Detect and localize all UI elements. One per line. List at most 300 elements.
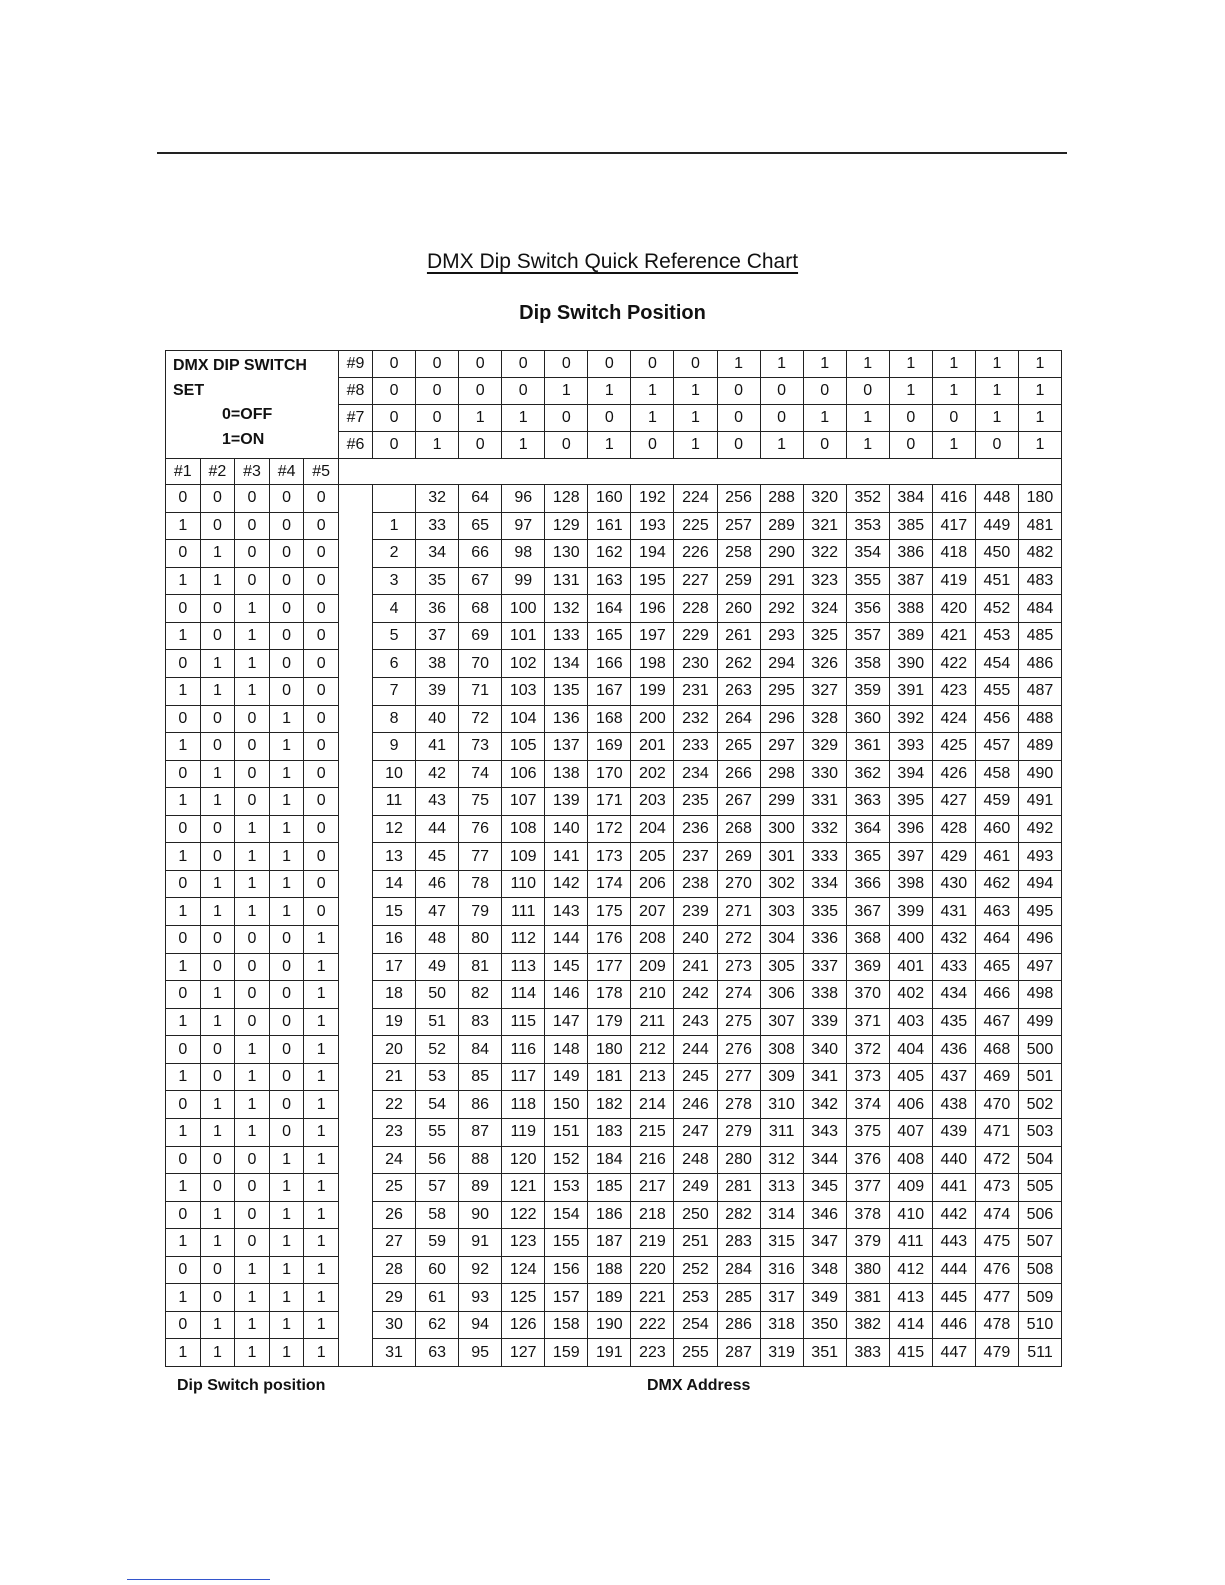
switch-bit-cell: 1 bbox=[269, 1311, 305, 1340]
dmx-address-cell: 54 bbox=[415, 1090, 459, 1119]
dmx-address-cell: 307 bbox=[760, 1008, 804, 1037]
dmx-address-cell: 9 bbox=[372, 732, 416, 761]
dmx-address-cell: 180 bbox=[587, 1035, 631, 1064]
switch-bit-cell: 1 bbox=[303, 1090, 339, 1119]
switch-state-cell: 0 bbox=[372, 404, 416, 432]
dmx-address-cell: 95 bbox=[458, 1338, 502, 1367]
switch-state-cell: 0 bbox=[760, 404, 804, 432]
switch-bit-cell: 0 bbox=[234, 732, 270, 761]
legend-on: 1=ON bbox=[222, 431, 265, 448]
switch-bit-cell: 1 bbox=[234, 1338, 270, 1367]
dmx-address-cell: 483 bbox=[1018, 567, 1062, 596]
dmx-address-cell: 279 bbox=[717, 1118, 761, 1147]
switch-state-cell: 1 bbox=[975, 377, 1019, 405]
switch-state-cell: 0 bbox=[630, 350, 674, 378]
dmx-address-cell: 19 bbox=[372, 1008, 416, 1037]
dmx-address-cell: 289 bbox=[760, 512, 804, 541]
dmx-address-cell: 86 bbox=[458, 1090, 502, 1119]
dmx-address-cell: 2 bbox=[372, 539, 416, 568]
switch-bit-cell: 1 bbox=[269, 842, 305, 871]
dmx-address-cell: 271 bbox=[717, 897, 761, 926]
switch-label-9: #9 bbox=[338, 350, 373, 378]
dmx-address-cell: 149 bbox=[544, 1063, 588, 1092]
dmx-address-cell: 508 bbox=[1018, 1256, 1062, 1285]
dmx-address-cell: 222 bbox=[630, 1311, 674, 1340]
dmx-address-cell: 99 bbox=[501, 567, 545, 596]
dmx-address-cell: 248 bbox=[673, 1146, 717, 1175]
dmx-address-cell: 493 bbox=[1018, 842, 1062, 871]
dmx-address-cell: 413 bbox=[889, 1283, 933, 1312]
switch-state-cell: 1 bbox=[846, 350, 890, 378]
dmx-address-cell: 468 bbox=[975, 1035, 1019, 1064]
switch-bit-cell: 0 bbox=[165, 980, 201, 1009]
dmx-address-cell: 48 bbox=[415, 925, 459, 954]
legend-line-1: DMX DIP SWITCH bbox=[173, 357, 307, 374]
switch-bit-cell: 1 bbox=[200, 677, 236, 706]
dmx-address-cell: 379 bbox=[846, 1228, 890, 1257]
switch-bit-cell: 1 bbox=[269, 897, 305, 926]
switch-label-8: #8 bbox=[338, 377, 373, 405]
dmx-address-cell: 110 bbox=[501, 870, 545, 899]
switch-bit-cell: 0 bbox=[165, 1146, 201, 1175]
switch-state-cell: 1 bbox=[932, 377, 976, 405]
dmx-address-cell: 459 bbox=[975, 787, 1019, 816]
switch-bit-cell: 1 bbox=[303, 1063, 339, 1092]
switch-bit-cell: 1 bbox=[165, 787, 201, 816]
dmx-address-cell: 438 bbox=[932, 1090, 976, 1119]
switch-bit-cell: 0 bbox=[303, 594, 339, 623]
switch-bit-cell: 1 bbox=[303, 1256, 339, 1285]
dmx-address-cell: 85 bbox=[458, 1063, 502, 1092]
dmx-address-cell: 250 bbox=[673, 1201, 717, 1230]
dmx-address-cell: 415 bbox=[889, 1338, 933, 1367]
dmx-address-cell: 336 bbox=[803, 925, 847, 954]
dmx-address-cell: 498 bbox=[1018, 980, 1062, 1009]
dmx-address-cell: 38 bbox=[415, 649, 459, 678]
switch-state-cell: 0 bbox=[889, 404, 933, 432]
dmx-address-cell: 366 bbox=[846, 870, 890, 899]
switch-bit-cell: 0 bbox=[269, 649, 305, 678]
dmx-address-cell: 398 bbox=[889, 870, 933, 899]
dmx-address-cell: 137 bbox=[544, 732, 588, 761]
switch-bit-cell: 1 bbox=[303, 1008, 339, 1037]
dmx-address-cell: 153 bbox=[544, 1173, 588, 1202]
dmx-address-cell: 260 bbox=[717, 594, 761, 623]
dmx-address-cell: 138 bbox=[544, 760, 588, 789]
dmx-address-cell: 258 bbox=[717, 539, 761, 568]
dmx-address-cell: 227 bbox=[673, 567, 717, 596]
dmx-address-cell: 364 bbox=[846, 815, 890, 844]
dmx-address-cell: 287 bbox=[717, 1338, 761, 1367]
switch-bit-cell: 0 bbox=[200, 622, 236, 651]
dmx-address-cell: 171 bbox=[587, 787, 631, 816]
dmx-address-cell: 496 bbox=[1018, 925, 1062, 954]
dmx-address-cell: 327 bbox=[803, 677, 847, 706]
dmx-address-cell: 293 bbox=[760, 622, 804, 651]
dmx-address-cell: 168 bbox=[587, 705, 631, 734]
dmx-address-cell: 111 bbox=[501, 897, 545, 926]
switch-state-cell: 0 bbox=[458, 377, 502, 405]
dmx-address-cell: 254 bbox=[673, 1311, 717, 1340]
switch-bit-cell: 1 bbox=[303, 1228, 339, 1257]
dmx-address-cell: 399 bbox=[889, 897, 933, 926]
dmx-address-cell: 40 bbox=[415, 705, 459, 734]
dmx-address-cell: 314 bbox=[760, 1201, 804, 1230]
dmx-address-cell: 452 bbox=[975, 594, 1019, 623]
switch-bit-cell: 0 bbox=[269, 1090, 305, 1119]
dmx-address-cell: 32 bbox=[415, 484, 459, 513]
switch-bit-cell: 0 bbox=[269, 622, 305, 651]
switch-bit-cell: 0 bbox=[234, 980, 270, 1009]
switch-bit-cell: 0 bbox=[234, 1146, 270, 1175]
dmx-address-cell: 107 bbox=[501, 787, 545, 816]
dmx-address-cell: 83 bbox=[458, 1008, 502, 1037]
dmx-address-cell: 165 bbox=[587, 622, 631, 651]
switch-bit-cell: 0 bbox=[200, 705, 236, 734]
dmx-address-cell: 249 bbox=[673, 1173, 717, 1202]
switch-bit-cell: 1 bbox=[165, 1118, 201, 1147]
dmx-address-cell: 328 bbox=[803, 705, 847, 734]
dmx-address-cell: 464 bbox=[975, 925, 1019, 954]
switch-bit-cell: 0 bbox=[200, 925, 236, 954]
dmx-address-cell: 295 bbox=[760, 677, 804, 706]
dmx-address-cell: 12 bbox=[372, 815, 416, 844]
dmx-address-cell: 180 bbox=[1018, 484, 1062, 513]
dmx-address-cell: 15 bbox=[372, 897, 416, 926]
dmx-address-cell: 31 bbox=[372, 1338, 416, 1367]
switch-bit-cell: 1 bbox=[234, 1090, 270, 1119]
switch-bit-cell: 0 bbox=[234, 1173, 270, 1202]
dmx-address-cell: 417 bbox=[932, 512, 976, 541]
dmx-address-cell: 324 bbox=[803, 594, 847, 623]
switch-bit-cell: 1 bbox=[200, 1090, 236, 1119]
dmx-address-cell: 488 bbox=[1018, 705, 1062, 734]
dmx-address-cell: 410 bbox=[889, 1201, 933, 1230]
dmx-address-cell: 166 bbox=[587, 649, 631, 678]
switch-label-2: #2 bbox=[200, 458, 236, 485]
dmx-address-cell: 130 bbox=[544, 539, 588, 568]
switch-bit-cell: 0 bbox=[269, 567, 305, 596]
dmx-address-cell: 363 bbox=[846, 787, 890, 816]
dmx-address-cell: 458 bbox=[975, 760, 1019, 789]
dmx-address-cell: 18 bbox=[372, 980, 416, 1009]
dmx-address-cell: 263 bbox=[717, 677, 761, 706]
dmx-address-cell: 235 bbox=[673, 787, 717, 816]
dmx-address-cell: 156 bbox=[544, 1256, 588, 1285]
dmx-address-cell: 370 bbox=[846, 980, 890, 1009]
dmx-address-cell: 139 bbox=[544, 787, 588, 816]
dmx-address-cell: 135 bbox=[544, 677, 588, 706]
dmx-address-cell: 164 bbox=[587, 594, 631, 623]
switch-bit-cell: 0 bbox=[303, 622, 339, 651]
dmx-address-cell: 367 bbox=[846, 897, 890, 926]
dmx-address-cell: 74 bbox=[458, 760, 502, 789]
switch-bit-cell: 1 bbox=[234, 1283, 270, 1312]
switch-state-cell: 0 bbox=[630, 431, 674, 459]
dmx-address-cell: 27 bbox=[372, 1228, 416, 1257]
dmx-address-cell: 497 bbox=[1018, 953, 1062, 982]
dmx-address-cell: 461 bbox=[975, 842, 1019, 871]
dmx-address-cell: 274 bbox=[717, 980, 761, 1009]
dmx-address-cell: 62 bbox=[415, 1311, 459, 1340]
switch-state-cell: 0 bbox=[717, 431, 761, 459]
dmx-address-cell: 141 bbox=[544, 842, 588, 871]
dmx-address-cell: 405 bbox=[889, 1063, 933, 1092]
switch-bit-cell: 0 bbox=[303, 484, 339, 513]
dmx-address-cell: 388 bbox=[889, 594, 933, 623]
dmx-address-cell: 302 bbox=[760, 870, 804, 899]
dmx-address-cell: 151 bbox=[544, 1118, 588, 1147]
switch-state-cell: 1 bbox=[846, 404, 890, 432]
dmx-address-cell: 507 bbox=[1018, 1228, 1062, 1257]
switch-bit-cell: 1 bbox=[200, 1311, 236, 1340]
dmx-address-cell: 143 bbox=[544, 897, 588, 926]
dmx-address-cell: 313 bbox=[760, 1173, 804, 1202]
switch-bit-cell: 0 bbox=[303, 567, 339, 596]
legend-off: 0=OFF bbox=[222, 406, 273, 423]
switch-bit-cell: 0 bbox=[303, 897, 339, 926]
dmx-address-cell: 351 bbox=[803, 1338, 847, 1367]
dmx-address-cell: 504 bbox=[1018, 1146, 1062, 1175]
dmx-address-cell: 247 bbox=[673, 1118, 717, 1147]
dmx-address-cell: 16 bbox=[372, 925, 416, 954]
dmx-address-cell: 108 bbox=[501, 815, 545, 844]
dmx-address-cell: 144 bbox=[544, 925, 588, 954]
dmx-address-cell: 25 bbox=[372, 1173, 416, 1202]
dmx-address-cell: 371 bbox=[846, 1008, 890, 1037]
dmx-address-cell: 385 bbox=[889, 512, 933, 541]
switch-bit-cell: 1 bbox=[200, 870, 236, 899]
dmx-address-cell: 243 bbox=[673, 1008, 717, 1037]
switch-bit-cell: 0 bbox=[165, 1090, 201, 1119]
dmx-address-cell: 270 bbox=[717, 870, 761, 899]
dmx-address-cell: 173 bbox=[587, 842, 631, 871]
switch-bit-cell: 0 bbox=[200, 842, 236, 871]
switch-state-cell: 1 bbox=[1018, 431, 1062, 459]
dmx-address-cell: 341 bbox=[803, 1063, 847, 1092]
switch-state-cell: 0 bbox=[975, 431, 1019, 459]
dmx-address-cell: 460 bbox=[975, 815, 1019, 844]
switch-bit-cell: 0 bbox=[269, 925, 305, 954]
switch-bit-cell: 0 bbox=[234, 1228, 270, 1257]
switch-bit-cell: 1 bbox=[303, 1118, 339, 1147]
dmx-address-cell: 511 bbox=[1018, 1338, 1062, 1367]
dmx-address-cell: 37 bbox=[415, 622, 459, 651]
switch-bit-cell: 1 bbox=[234, 677, 270, 706]
dmx-address-cell: 177 bbox=[587, 953, 631, 982]
dmx-address-cell: 472 bbox=[975, 1146, 1019, 1175]
dmx-address-cell: 499 bbox=[1018, 1008, 1062, 1037]
dmx-address-cell: 286 bbox=[717, 1311, 761, 1340]
dmx-address-cell: 23 bbox=[372, 1118, 416, 1147]
dmx-address-cell: 298 bbox=[760, 760, 804, 789]
switch-bit-cell: 1 bbox=[165, 1173, 201, 1202]
switch-bit-cell: 0 bbox=[165, 649, 201, 678]
dmx-address-cell: 312 bbox=[760, 1146, 804, 1175]
dmx-address-cell: 193 bbox=[630, 512, 674, 541]
switch-bit-cell: 1 bbox=[269, 1228, 305, 1257]
dmx-address-cell: 136 bbox=[544, 705, 588, 734]
dmx-address-cell: 326 bbox=[803, 649, 847, 678]
dmx-address-cell: 181 bbox=[587, 1063, 631, 1092]
switch-label-5: #5 bbox=[303, 458, 339, 485]
dmx-address-cell: 265 bbox=[717, 732, 761, 761]
dmx-address-cell: 372 bbox=[846, 1035, 890, 1064]
switch-bit-cell: 1 bbox=[234, 870, 270, 899]
switch-state-cell: 0 bbox=[372, 431, 416, 459]
dmx-address-cell: 378 bbox=[846, 1201, 890, 1230]
dmx-address-cell: 142 bbox=[544, 870, 588, 899]
dmx-address-cell: 242 bbox=[673, 980, 717, 1009]
dmx-address-cell: 273 bbox=[717, 953, 761, 982]
dmx-address-cell: 469 bbox=[975, 1063, 1019, 1092]
dmx-address-cell: 84 bbox=[458, 1035, 502, 1064]
dmx-address-cell: 494 bbox=[1018, 870, 1062, 899]
switch-bit-cell: 1 bbox=[303, 980, 339, 1009]
dmx-address-cell: 129 bbox=[544, 512, 588, 541]
dmx-address-cell: 204 bbox=[630, 815, 674, 844]
switch-state-cell: 1 bbox=[932, 431, 976, 459]
dmx-address-cell: 492 bbox=[1018, 815, 1062, 844]
dmx-address-cell: 77 bbox=[458, 842, 502, 871]
label-row-spacer bbox=[338, 458, 1062, 485]
dmx-address-cell: 339 bbox=[803, 1008, 847, 1037]
dmx-address-cell: 207 bbox=[630, 897, 674, 926]
dmx-address-cell: 474 bbox=[975, 1201, 1019, 1230]
dmx-address-cell: 127 bbox=[501, 1338, 545, 1367]
switch-bit-cell: 0 bbox=[269, 1118, 305, 1147]
switch-state-cell: 0 bbox=[673, 350, 717, 378]
dmx-address-cell: 69 bbox=[458, 622, 502, 651]
dmx-address-cell: 412 bbox=[889, 1256, 933, 1285]
dmx-address-cell: 112 bbox=[501, 925, 545, 954]
dmx-address-cell: 259 bbox=[717, 567, 761, 596]
dmx-address-cell: 73 bbox=[458, 732, 502, 761]
dmx-address-cell: 7 bbox=[372, 677, 416, 706]
dmx-address-cell: 309 bbox=[760, 1063, 804, 1092]
dmx-address-cell: 489 bbox=[1018, 732, 1062, 761]
switch-bit-cell: 0 bbox=[303, 760, 339, 789]
dmx-address-cell: 486 bbox=[1018, 649, 1062, 678]
switch-label-4: #4 bbox=[269, 458, 305, 485]
dmx-address-cell: 14 bbox=[372, 870, 416, 899]
dmx-address-cell: 356 bbox=[846, 594, 890, 623]
dmx-address-cell: 465 bbox=[975, 953, 1019, 982]
dmx-address-cell: 183 bbox=[587, 1118, 631, 1147]
dmx-address-cell: 395 bbox=[889, 787, 933, 816]
dmx-address-cell: 123 bbox=[501, 1228, 545, 1257]
dmx-address-cell: 238 bbox=[673, 870, 717, 899]
dmx-address-cell: 285 bbox=[717, 1283, 761, 1312]
dmx-address-cell: 155 bbox=[544, 1228, 588, 1257]
dmx-address-cell: 348 bbox=[803, 1256, 847, 1285]
dmx-address-cell: 199 bbox=[630, 677, 674, 706]
dmx-address-cell: 377 bbox=[846, 1173, 890, 1202]
dmx-address-cell: 439 bbox=[932, 1118, 976, 1147]
switch-label-3: #3 bbox=[234, 458, 270, 485]
switch-bit-cell: 1 bbox=[165, 953, 201, 982]
dmx-address-cell: 344 bbox=[803, 1146, 847, 1175]
dmx-address-cell: 381 bbox=[846, 1283, 890, 1312]
dmx-address-cell: 382 bbox=[846, 1311, 890, 1340]
switch-state-cell: 0 bbox=[803, 431, 847, 459]
dip-switch-legend bbox=[165, 350, 339, 459]
dmx-address-cell: 282 bbox=[717, 1201, 761, 1230]
dmx-address-cell: 190 bbox=[587, 1311, 631, 1340]
dmx-address-cell: 275 bbox=[717, 1008, 761, 1037]
dmx-address-cell: 34 bbox=[415, 539, 459, 568]
dmx-address-cell: 482 bbox=[1018, 539, 1062, 568]
dmx-address-cell: 323 bbox=[803, 567, 847, 596]
dmx-address-cell: 269 bbox=[717, 842, 761, 871]
dmx-address-cell: 233 bbox=[673, 732, 717, 761]
dmx-address-cell: 284 bbox=[717, 1256, 761, 1285]
switch-state-cell: 1 bbox=[1018, 404, 1062, 432]
dmx-address-cell: 132 bbox=[544, 594, 588, 623]
dmx-address-cell: 266 bbox=[717, 760, 761, 789]
switch-state-cell: 0 bbox=[458, 431, 502, 459]
switch-bit-cell: 0 bbox=[234, 787, 270, 816]
switch-bit-cell: 1 bbox=[269, 787, 305, 816]
dmx-address-cell: 315 bbox=[760, 1228, 804, 1257]
switch-bit-cell: 1 bbox=[269, 1283, 305, 1312]
dmx-address-cell: 52 bbox=[415, 1035, 459, 1064]
dmx-address-cell: 162 bbox=[587, 539, 631, 568]
dmx-address-cell: 389 bbox=[889, 622, 933, 651]
switch-bit-cell: 1 bbox=[200, 1201, 236, 1230]
dmx-address-cell: 92 bbox=[458, 1256, 502, 1285]
dmx-address-cell: 411 bbox=[889, 1228, 933, 1257]
dmx-address-cell: 375 bbox=[846, 1118, 890, 1147]
switch-bit-cell: 0 bbox=[234, 1008, 270, 1037]
dmx-address-cell: 50 bbox=[415, 980, 459, 1009]
switch-state-cell: 1 bbox=[975, 350, 1019, 378]
dmx-address-cell: 424 bbox=[932, 705, 976, 734]
dmx-address-cell: 256 bbox=[717, 484, 761, 513]
switch-bit-cell: 1 bbox=[165, 1338, 201, 1367]
switch-bit-cell: 0 bbox=[234, 953, 270, 982]
dmx-address-cell: 198 bbox=[630, 649, 674, 678]
dmx-address-cell: 13 bbox=[372, 842, 416, 871]
dmx-address-cell: 192 bbox=[630, 484, 674, 513]
switch-bit-cell: 1 bbox=[234, 1118, 270, 1147]
dmx-address-cell: 334 bbox=[803, 870, 847, 899]
dmx-address-cell: 45 bbox=[415, 842, 459, 871]
dmx-address-cell: 30 bbox=[372, 1311, 416, 1340]
dmx-address-cell: 90 bbox=[458, 1201, 502, 1230]
dmx-address-cell: 179 bbox=[587, 1008, 631, 1037]
switch-bit-cell: 1 bbox=[200, 1228, 236, 1257]
dmx-address-cell: 58 bbox=[415, 1201, 459, 1230]
dmx-address-cell: 335 bbox=[803, 897, 847, 926]
dmx-address-cell: 476 bbox=[975, 1256, 1019, 1285]
dmx-address-cell: 325 bbox=[803, 622, 847, 651]
switch-state-cell: 1 bbox=[587, 377, 631, 405]
dmx-address-cell: 10 bbox=[372, 760, 416, 789]
switch-bit-cell: 0 bbox=[234, 484, 270, 513]
dmx-address-cell: 218 bbox=[630, 1201, 674, 1230]
dmx-address-cell: 353 bbox=[846, 512, 890, 541]
dmx-address-cell bbox=[372, 484, 416, 513]
dmx-address-cell: 6 bbox=[372, 649, 416, 678]
dmx-address-cell: 119 bbox=[501, 1118, 545, 1147]
switch-bit-cell: 1 bbox=[269, 1173, 305, 1202]
switch-bit-cell: 1 bbox=[165, 1228, 201, 1257]
switch-state-cell: 0 bbox=[544, 431, 588, 459]
switch-state-cell: 1 bbox=[760, 350, 804, 378]
dmx-address-cell: 214 bbox=[630, 1090, 674, 1119]
dmx-address-cell: 22 bbox=[372, 1090, 416, 1119]
